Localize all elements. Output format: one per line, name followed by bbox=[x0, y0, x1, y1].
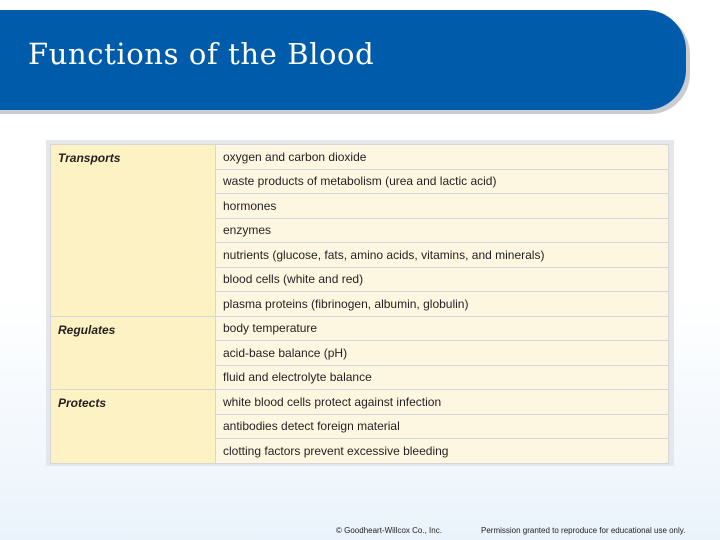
function-item-cell: blood cells (white and red) bbox=[216, 267, 669, 292]
function-item-cell: oxygen and carbon dioxide bbox=[216, 145, 669, 170]
function-item-cell: enzymes bbox=[216, 218, 669, 243]
function-item-cell: body temperature bbox=[216, 316, 669, 341]
function-item-cell: antibodies detect foreign material bbox=[216, 414, 669, 439]
category-cell-transports: Transports bbox=[51, 145, 216, 317]
copyright-notice: © Goodheart-Willcox Co., Inc. bbox=[336, 526, 442, 535]
table-row bbox=[51, 145, 669, 170]
function-item-cell: white blood cells protect against infection bbox=[216, 390, 669, 415]
function-item-cell: acid-base balance (pH) bbox=[216, 341, 669, 366]
category-cell-regulates: Regulates bbox=[51, 316, 216, 390]
function-item-cell: clotting factors prevent excessive bleeding bbox=[216, 439, 669, 464]
permission-notice: Permission granted to reproduce for educational use only. bbox=[481, 526, 686, 535]
function-item-cell: nutrients (glucose, fats, amino acids, vitamins, and minerals) bbox=[216, 243, 669, 268]
function-item-cell: fluid and electrolyte balance bbox=[216, 365, 669, 390]
function-item-cell: hormones bbox=[216, 194, 669, 219]
blood-functions-table bbox=[50, 144, 669, 464]
table-row bbox=[51, 390, 669, 415]
category-cell-protects: Protects bbox=[51, 390, 216, 464]
function-item-cell: plasma proteins (fibrinogen, albumin, globulin) bbox=[216, 292, 669, 317]
table-row bbox=[51, 316, 669, 341]
table-body bbox=[51, 145, 669, 464]
function-item-cell: waste products of metabolism (urea and lactic acid) bbox=[216, 169, 669, 194]
slide-title: Functions of the Blood bbox=[28, 37, 375, 71]
